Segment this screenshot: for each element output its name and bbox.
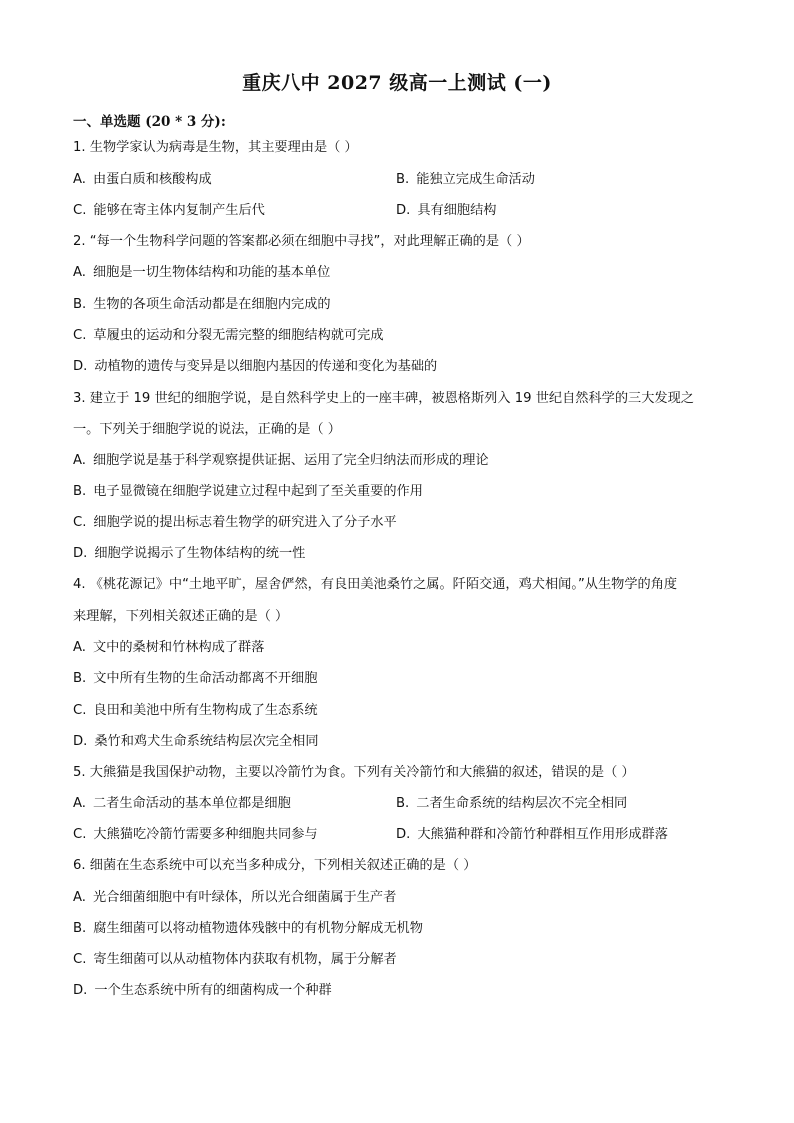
option-label: D. — [73, 546, 88, 561]
option-text: 细胞学说揭示了生物体结构的统一性 — [94, 546, 306, 561]
question-5-option-c — [73, 826, 318, 844]
option-text: 由蛋白质和核酸构成 — [92, 172, 212, 187]
question-3-stem: 一。下列关于细胞学说的说法，正确的是（ ） — [73, 422, 341, 437]
option-text: 良田和美池中所有生物构成了生态系统 — [93, 703, 318, 718]
option-text: 动植物的遗传与变异是以细胞内基因的传递和变化为基础的 — [94, 359, 438, 374]
option-label: B. — [73, 484, 87, 499]
page-title: 重庆八中 2027 级高一上测试 (一) — [242, 72, 552, 94]
option-text: 具有细胞结构 — [417, 203, 497, 218]
option-label: C. — [73, 328, 87, 343]
question-4-option-b — [73, 670, 317, 688]
question-3-option-d — [73, 545, 305, 563]
question-3-option-b — [73, 483, 423, 501]
question-2-option-a — [73, 264, 330, 282]
option-text: 细胞学说的提出标志着生物学的研究进入了分子水平 — [93, 515, 397, 530]
question-5-stem: 5. 大熊猫是我国保护动物，主要以冷箭竹为食。下列有关冷箭竹和大熊猫的叙述，错误的是（ ） — [73, 765, 635, 780]
question-2-option-b — [73, 296, 331, 314]
section-heading: 一、单选题 (20 * 3 分): — [73, 114, 226, 130]
option-label: C. — [73, 827, 87, 842]
question-6-option-d — [73, 982, 332, 1000]
option-text: 大熊猫种群和冷箭竹种群相互作用形成群落 — [417, 827, 668, 842]
option-text: 寄生细菌可以从动植物体内获取有机物，属于分解者 — [93, 952, 397, 967]
question-6-option-b — [73, 920, 423, 938]
option-label: A. — [73, 265, 86, 280]
option-label: C. — [73, 952, 87, 967]
option-text: 电子显微镜在细胞学说建立过程中起到了至关重要的作用 — [93, 484, 423, 499]
option-text: 二者生命系统的结构层次不完全相同 — [416, 796, 628, 811]
question-5-option-d — [396, 826, 668, 844]
option-label: D. — [396, 203, 411, 218]
question-1-option-d — [396, 202, 496, 220]
option-label: B. — [73, 297, 87, 312]
question-5-option-a — [73, 795, 291, 813]
option-text: 腐生细菌可以将动植物遗体残骸中的有机物分解成无机物 — [93, 921, 423, 936]
option-label: A. — [73, 640, 86, 655]
option-label: B. — [73, 921, 87, 936]
question-4-option-d — [73, 733, 319, 751]
question-4-stem: 4. 《桃花源记》中“土地平旷，屋舍俨然，有良田美池桑竹之属。阡陌交通，鸡犬相闻。”从生物学的角度 — [73, 577, 678, 592]
option-text: 二者生命活动的基本单位都是细胞 — [92, 796, 291, 811]
option-text: 光合细菌细胞中有叶绿体，所以光合细菌属于生产者 — [92, 890, 397, 905]
option-text: 桑竹和鸡犬生命系统结构层次完全相同 — [94, 734, 319, 749]
option-label: C. — [73, 515, 87, 530]
option-label: D. — [73, 359, 88, 374]
question-6-option-a — [73, 889, 396, 907]
question-1-option-b — [396, 171, 535, 189]
question-2-stem: 2. “每一个生物科学问题的答案都必须在细胞中寻找”，对此理解正确的是（ ） — [73, 234, 530, 249]
option-label: B. — [73, 671, 87, 686]
question-3-option-a — [73, 452, 489, 470]
option-label: C. — [73, 203, 87, 218]
option-text: 能够在寄主体内复制产生后代 — [93, 203, 265, 218]
option-text: 生物的各项生命活动都是在细胞内完成的 — [93, 297, 331, 312]
option-text: 文中的桑树和竹林构成了群落 — [92, 640, 265, 655]
question-6-stem: 6. 细菌在生态系统中可以充当多种成分，下列相关叙述正确的是（ ） — [73, 858, 477, 873]
option-label: D. — [73, 734, 88, 749]
option-label: A. — [73, 890, 86, 905]
option-text: 细胞是一切生物体结构和功能的基本单位 — [92, 265, 331, 280]
option-label: D. — [73, 983, 88, 998]
question-4-option-c — [73, 702, 318, 720]
question-1-stem: 1. 生物学家认为病毒是生物，其主要理由是（ ） — [73, 140, 358, 155]
option-text: 草履虫的运动和分裂无需完整的细胞结构就可完成 — [93, 328, 384, 343]
option-label: A. — [73, 453, 86, 468]
question-4-stem: 来理解，下列相关叙述正确的是（ ） — [73, 609, 289, 624]
question-2-option-c — [73, 327, 384, 345]
option-text: 大熊猫吃冷箭竹需要多种细胞共同参与 — [93, 827, 318, 842]
question-1-option-c — [73, 202, 265, 220]
question-3-option-c — [73, 514, 397, 532]
question-6-option-c — [73, 951, 397, 969]
question-3-stem: 3. 建立于 19 世纪的细胞学说，是自然科学史上的一座丰碑，被恩格斯列入 19 世纪自然科学的三大发现之 — [73, 391, 694, 406]
question-2-option-d — [73, 358, 437, 376]
option-text: 细胞学说是基于科学观察提供证据、运用了完全归纳法而形成的理论 — [92, 453, 489, 468]
option-text: 能独立完成生命活动 — [416, 172, 535, 187]
option-label: A. — [73, 172, 86, 187]
question-5-option-b — [396, 795, 627, 813]
option-label: A. — [73, 796, 86, 811]
option-text: 一个生态系统中所有的细菌构成一个种群 — [94, 983, 332, 998]
question-1-option-a — [73, 171, 212, 189]
option-text: 文中所有生物的生命活动都离不开细胞 — [93, 671, 318, 686]
option-label: D. — [396, 827, 411, 842]
option-label: C. — [73, 703, 87, 718]
option-label: B. — [396, 172, 410, 187]
question-4-option-a — [73, 639, 264, 657]
option-label: B. — [396, 796, 410, 811]
